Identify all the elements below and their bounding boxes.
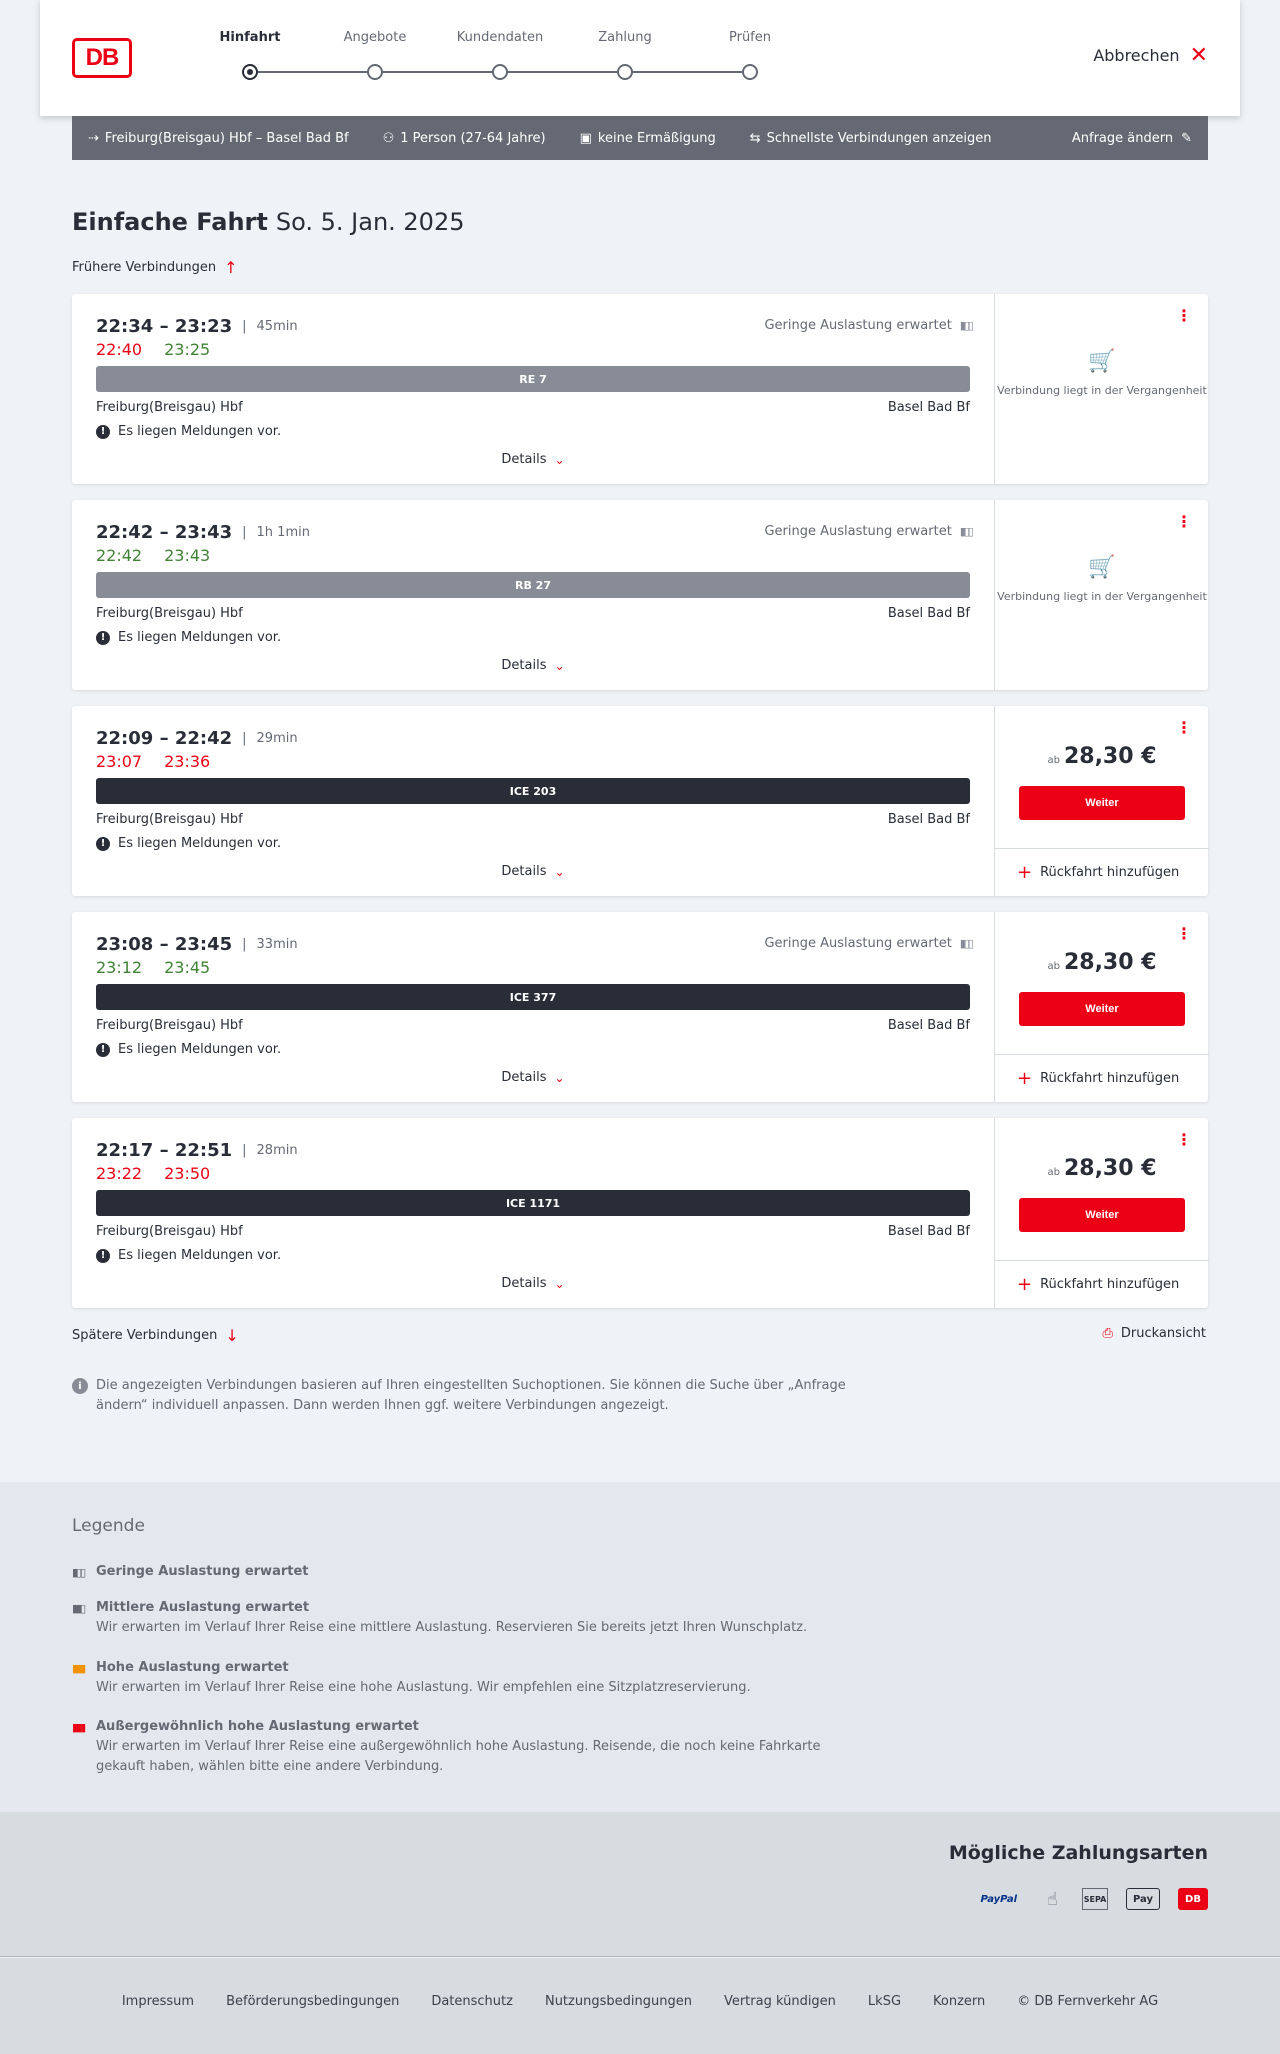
summary-option-text: Schnellste Verbindungen anzeigen	[766, 130, 992, 146]
origin-station: Freiburg(Breisgau) Hbf	[96, 606, 243, 621]
details-toggle[interactable]	[72, 1276, 994, 1291]
summary-travellers-text: 1 Person (27-64 Jahre)	[400, 130, 546, 146]
legend-item-high	[72, 1658, 852, 1698]
message-text: Es liegen Meldungen vor.	[118, 836, 282, 851]
messages-notice	[96, 424, 281, 439]
train-bar: RE 7	[96, 366, 970, 392]
duration: 1h 1min	[256, 525, 310, 540]
legend-desc: Wir erwarten im Verlauf Ihrer Reise eine außergewöhnlich hohe Auslastung. Reisende, die noch keine Fahrkarte gekauft haben, wählen bitte eine andere Verbindung.	[96, 1739, 821, 1774]
details-toggle[interactable]	[72, 864, 994, 879]
step-label: Kundendaten	[456, 30, 544, 45]
applepay-logo: Pay	[1126, 1888, 1160, 1910]
footer-link-vertrag-kuendigen[interactable]: Vertrag kündigen	[723, 1994, 836, 2009]
planned-times	[96, 934, 298, 955]
arrow-right-icon: ⇢	[88, 130, 99, 146]
details-toggle[interactable]	[72, 1070, 994, 1085]
trip-date: So. 5. Jan. 2025	[275, 208, 465, 236]
footer-link-konzern[interactable]: Konzern	[933, 1994, 986, 2009]
arrival-time: 23:45	[174, 934, 233, 955]
step-label: Angebote	[343, 30, 407, 45]
step-dot	[617, 64, 633, 80]
offer-panel	[994, 500, 1208, 690]
realtime-times	[96, 340, 210, 359]
step-dot	[242, 64, 258, 80]
realtime-times	[96, 752, 210, 771]
payment-logos	[975, 1888, 1208, 1910]
alert-icon: !	[96, 837, 110, 851]
train-bar: RB 27	[96, 572, 970, 598]
paypal-logo: PayPal	[980, 1893, 1018, 1905]
realtime-arrival: 23:36	[164, 752, 211, 771]
separator: |	[242, 937, 247, 952]
details-label: Details	[501, 452, 547, 467]
details-label: Details	[501, 1070, 547, 1085]
occupancy-low-icon: ▮▯▯	[72, 1565, 85, 1579]
db-logo[interactable]: DB	[72, 38, 132, 78]
person-icon: ⚇	[382, 130, 395, 146]
info-note	[72, 1376, 852, 1416]
footer-link-datenschutz[interactable]: Datenschutz	[431, 1994, 513, 2009]
details-toggle[interactable]	[72, 452, 994, 467]
past-connection-notice	[995, 349, 1209, 398]
connection-details	[72, 1118, 994, 1308]
footer-link-lksg[interactable]: LkSG	[867, 1994, 902, 2009]
legend-item-medium	[72, 1598, 852, 1638]
connection-details	[72, 912, 994, 1102]
continue-button[interactable]: Weiter	[1019, 1198, 1185, 1232]
legend-desc: Wir erwarten im Verlauf Ihrer Reise eine hohe Auslastung. Wir empfehlen eine Sitzplatzreservierung.	[96, 1680, 751, 1695]
train-bar: ICE 1171	[96, 1190, 970, 1216]
planned-times	[96, 316, 298, 337]
payment-methods	[0, 1812, 1280, 1957]
origin-station: Freiburg(Breisgau) Hbf	[96, 812, 243, 827]
footer-link-befoerderungsbedingungen[interactable]: Beförderungsbedingungen	[226, 1994, 400, 2009]
add-return-label: Rückfahrt hinzufügen	[1040, 1071, 1180, 1086]
legend-item-very-high	[72, 1717, 852, 1777]
connection-card	[72, 912, 1208, 1102]
price-value: 28,30 €	[1063, 744, 1157, 769]
messages-notice	[96, 836, 281, 851]
print-view-link[interactable]	[1102, 1326, 1206, 1341]
earlier-connections-link[interactable]	[72, 258, 238, 277]
destination-station: Basel Bad Bf	[887, 812, 970, 827]
legend-label: Mittlere Auslastung erwartet	[96, 1600, 310, 1615]
summary-option	[750, 131, 992, 146]
duration: 45min	[256, 319, 298, 334]
bahncard-icon: ▣	[579, 130, 592, 146]
summary-route	[88, 131, 349, 146]
realtime-times	[96, 958, 210, 977]
occupancy-info	[764, 524, 972, 539]
time-dash: –	[153, 1140, 175, 1161]
filter-icon: ⇆	[749, 130, 761, 146]
price-prefix: ab	[1047, 1167, 1060, 1178]
price-prefix: ab	[1047, 961, 1060, 972]
continue-button[interactable]: Weiter	[1019, 786, 1185, 820]
time-dash: –	[153, 316, 175, 337]
messages-notice	[96, 630, 281, 645]
details-label: Details	[501, 1276, 547, 1291]
departure-time: 22:34	[96, 316, 154, 337]
add-return-button[interactable]	[995, 1260, 1209, 1308]
summary-discount-text: keine Ermäßigung	[597, 130, 716, 146]
db-payment-logo: DB	[1178, 1888, 1208, 1910]
offer-panel	[994, 912, 1208, 1102]
offer-panel	[994, 706, 1208, 896]
stations	[96, 400, 970, 415]
planned-times	[96, 522, 310, 543]
departure-time: 22:09	[96, 728, 154, 749]
edit-request-button[interactable]	[1072, 131, 1192, 146]
more-options-icon[interactable]: ⋮	[1176, 924, 1192, 943]
occupancy-info	[764, 936, 972, 951]
connection-card	[72, 1118, 1208, 1308]
creditcard-logo: ☝	[1047, 1888, 1058, 1910]
payment-title: Mögliche Zahlungsarten	[948, 1842, 1208, 1864]
message-text: Es liegen Meldungen vor.	[118, 1042, 282, 1057]
realtime-departure: 23:12	[96, 958, 143, 977]
realtime-departure: 23:07	[96, 752, 143, 771]
more-options-icon[interactable]: ⋮	[1176, 512, 1192, 531]
connection-details	[72, 294, 994, 484]
later-label: Spätere Verbindungen	[72, 1328, 218, 1343]
time-dash: –	[153, 728, 175, 749]
train-bar: ICE 203	[96, 778, 970, 804]
occupancy-low-icon: ▮▯▯	[959, 937, 972, 950]
realtime-departure: 22:42	[96, 546, 143, 565]
step-kundendaten	[430, 30, 570, 80]
message-text: Es liegen Meldungen vor.	[118, 630, 282, 645]
price-value: 28,30 €	[1063, 950, 1157, 975]
connection-details	[72, 500, 994, 690]
footer-link-nutzungsbedingungen[interactable]: Nutzungsbedingungen	[544, 1994, 692, 2009]
origin-station: Freiburg(Breisgau) Hbf	[96, 1224, 243, 1239]
connection-card	[72, 294, 1208, 484]
occupancy-label: Geringe Auslastung erwartet	[764, 936, 952, 951]
chevron-down-icon: ⌄	[554, 1276, 565, 1291]
past-connection-text: Verbindung liegt in der Vergangenheit	[997, 590, 1207, 603]
planned-times	[96, 1140, 298, 1161]
search-summary-bar	[72, 116, 1208, 160]
occupancy-low-icon: ▮▯▯	[959, 319, 972, 332]
arrival-time: 23:23	[174, 316, 233, 337]
stations	[96, 1018, 970, 1033]
sepa-logo: SEPA	[1082, 1888, 1108, 1910]
realtime-departure: 23:22	[96, 1164, 143, 1183]
occupancy-medium-icon: ▮▮▯	[72, 1601, 85, 1615]
close-icon: ✕	[1189, 42, 1208, 68]
stations	[96, 812, 970, 827]
cancel-label: Abbrechen	[1093, 46, 1180, 65]
messages-notice	[96, 1248, 281, 1263]
more-options-icon[interactable]: ⋮	[1176, 306, 1192, 325]
alert-icon: !	[96, 425, 110, 439]
realtime-arrival: 23:25	[164, 340, 211, 359]
origin-station: Freiburg(Breisgau) Hbf	[96, 1018, 243, 1033]
occupancy-info	[764, 318, 972, 333]
realtime-arrival: 23:45	[164, 958, 211, 977]
arrow-up-icon: ↑	[224, 258, 238, 277]
legend-label: Außergewöhnlich hohe Auslastung erwartet	[96, 1719, 419, 1734]
past-connection-text: Verbindung liegt in der Vergangenheit	[997, 384, 1207, 397]
step-hinfahrt[interactable]	[180, 30, 320, 80]
price-value: 28,30 €	[1063, 1156, 1157, 1181]
step-pruefen	[680, 30, 820, 80]
legend-label: Geringe Auslastung erwartet	[96, 1564, 309, 1579]
details-toggle[interactable]	[72, 658, 994, 673]
add-return-label: Rückfahrt hinzufügen	[1040, 1277, 1180, 1292]
occupancy-label: Geringe Auslastung erwartet	[764, 524, 952, 539]
add-return-button[interactable]	[995, 848, 1209, 896]
price	[995, 1156, 1209, 1181]
price	[995, 744, 1209, 769]
realtime-arrival: 23:43	[164, 546, 211, 565]
step-label: Prüfen	[728, 30, 771, 45]
footer	[0, 1958, 1280, 2054]
plus-icon: +	[1017, 1068, 1033, 1089]
plus-icon: +	[1017, 862, 1033, 883]
offer-panel	[994, 1118, 1208, 1308]
cart-unavailable-icon: 🛒	[1088, 349, 1116, 374]
realtime-arrival: 23:50	[164, 1164, 211, 1183]
more-options-icon[interactable]: ⋮	[1176, 1130, 1192, 1149]
stations	[96, 1224, 970, 1239]
legend-label: Hohe Auslastung erwartet	[96, 1660, 289, 1675]
chevron-down-icon: ⌄	[554, 658, 565, 673]
occupancy-high-icon: ▮▮▮	[72, 1661, 85, 1675]
step-dot	[492, 64, 508, 80]
continue-button[interactable]: Weiter	[1019, 992, 1185, 1026]
arrival-time: 23:43	[174, 522, 233, 543]
details-label: Details	[501, 658, 547, 673]
alert-icon: !	[96, 1249, 110, 1263]
alert-icon: !	[96, 631, 110, 645]
footer-copyright: © DB Fernverkehr AG	[1017, 1994, 1159, 2009]
duration: 28min	[256, 1143, 298, 1158]
chevron-down-icon: ⌄	[554, 452, 565, 467]
occupancy-low-icon: ▮▯▯	[959, 525, 972, 538]
train-bar: ICE 377	[96, 984, 970, 1010]
progress-steps	[210, 30, 771, 90]
destination-station: Basel Bad Bf	[887, 1018, 970, 1033]
offer-panel	[994, 294, 1208, 484]
plus-icon: +	[1017, 1274, 1033, 1295]
connection-details	[72, 706, 994, 896]
earlier-label: Frühere Verbindungen	[72, 260, 217, 275]
separator: |	[242, 319, 247, 334]
separator: |	[242, 525, 247, 540]
destination-station: Basel Bad Bf	[887, 1224, 970, 1239]
origin-station: Freiburg(Breisgau) Hbf	[96, 400, 243, 415]
summary-discount	[580, 131, 716, 146]
duration: 33min	[256, 937, 298, 952]
pencil-icon: ✎	[1181, 130, 1192, 146]
edit-request-label: Anfrage ändern	[1071, 130, 1174, 146]
realtime-times	[96, 1164, 210, 1183]
add-return-button[interactable]	[995, 1054, 1209, 1102]
cancel-button[interactable]	[1093, 42, 1208, 68]
chevron-down-icon: ⌄	[554, 1070, 565, 1085]
step-dot	[742, 64, 758, 80]
departure-time: 22:42	[96, 522, 154, 543]
destination-station: Basel Bad Bf	[887, 400, 970, 415]
step-label: Zahlung	[598, 30, 652, 45]
printer-icon: ⎙	[1102, 1326, 1113, 1341]
time-dash: –	[153, 934, 175, 955]
realtime-departure: 22:40	[96, 340, 143, 359]
step-zahlung	[555, 30, 695, 80]
header	[40, 0, 1240, 116]
message-text: Es liegen Meldungen vor.	[118, 1248, 282, 1263]
time-dash: –	[153, 522, 175, 543]
occupancy-label: Geringe Auslastung erwartet	[764, 318, 952, 333]
connection-card	[72, 706, 1208, 896]
details-label: Details	[501, 864, 547, 879]
realtime-times	[96, 546, 210, 565]
chevron-down-icon: ⌄	[554, 864, 565, 879]
price	[995, 950, 1209, 975]
legend-item-low	[72, 1562, 852, 1582]
legend-title: Legende	[72, 1516, 145, 1536]
messages-notice	[96, 1042, 281, 1057]
add-return-label: Rückfahrt hinzufügen	[1040, 865, 1180, 880]
past-connection-notice	[995, 555, 1209, 604]
step-dot	[367, 64, 383, 80]
legend-section	[0, 1482, 1280, 1812]
info-text: Die angezeigten Verbindungen basieren auf Ihren eingestellten Suchoptionen. Sie können die Suche über „Anfrage ändern“ individuell anpassen. Dann werden Ihnen ggf. weitere Verbindungen angezeigt.	[96, 1378, 846, 1413]
print-label: Druckansicht	[1120, 1326, 1206, 1341]
arrival-time: 22:51	[174, 1140, 233, 1161]
arrow-down-icon: ↓	[225, 1326, 239, 1345]
step-angebote	[305, 30, 445, 80]
legend-desc: Wir erwarten im Verlauf Ihrer Reise eine mittlere Auslastung. Reservieren Sie bereits jetzt Ihren Wunschplatz.	[96, 1620, 808, 1635]
summary-travellers	[383, 131, 546, 146]
stations	[96, 606, 970, 621]
later-connections-link[interactable]	[72, 1326, 239, 1345]
page-title	[72, 208, 465, 236]
trip-type: Einfache Fahrt	[72, 208, 268, 236]
arrival-time: 22:42	[174, 728, 233, 749]
price-prefix: ab	[1047, 755, 1060, 766]
separator: |	[242, 731, 247, 746]
occupancy-very-high-icon: ▮▮▮	[72, 1720, 85, 1734]
duration: 29min	[256, 731, 298, 746]
alert-icon: !	[96, 1043, 110, 1057]
departure-time: 22:17	[96, 1140, 154, 1161]
separator: |	[242, 1143, 247, 1158]
summary-route-text: Freiburg(Breisgau) Hbf – Basel Bad Bf	[104, 130, 349, 146]
planned-times	[96, 728, 298, 749]
destination-station: Basel Bad Bf	[887, 606, 970, 621]
info-icon: i	[72, 1378, 88, 1394]
more-options-icon[interactable]: ⋮	[1176, 718, 1192, 737]
cart-unavailable-icon: 🛒	[1088, 555, 1116, 580]
departure-time: 23:08	[96, 934, 154, 955]
footer-link-impressum[interactable]: Impressum	[121, 1994, 195, 2009]
step-label: Hinfahrt	[219, 30, 281, 45]
message-text: Es liegen Meldungen vor.	[118, 424, 282, 439]
connection-card	[72, 500, 1208, 690]
